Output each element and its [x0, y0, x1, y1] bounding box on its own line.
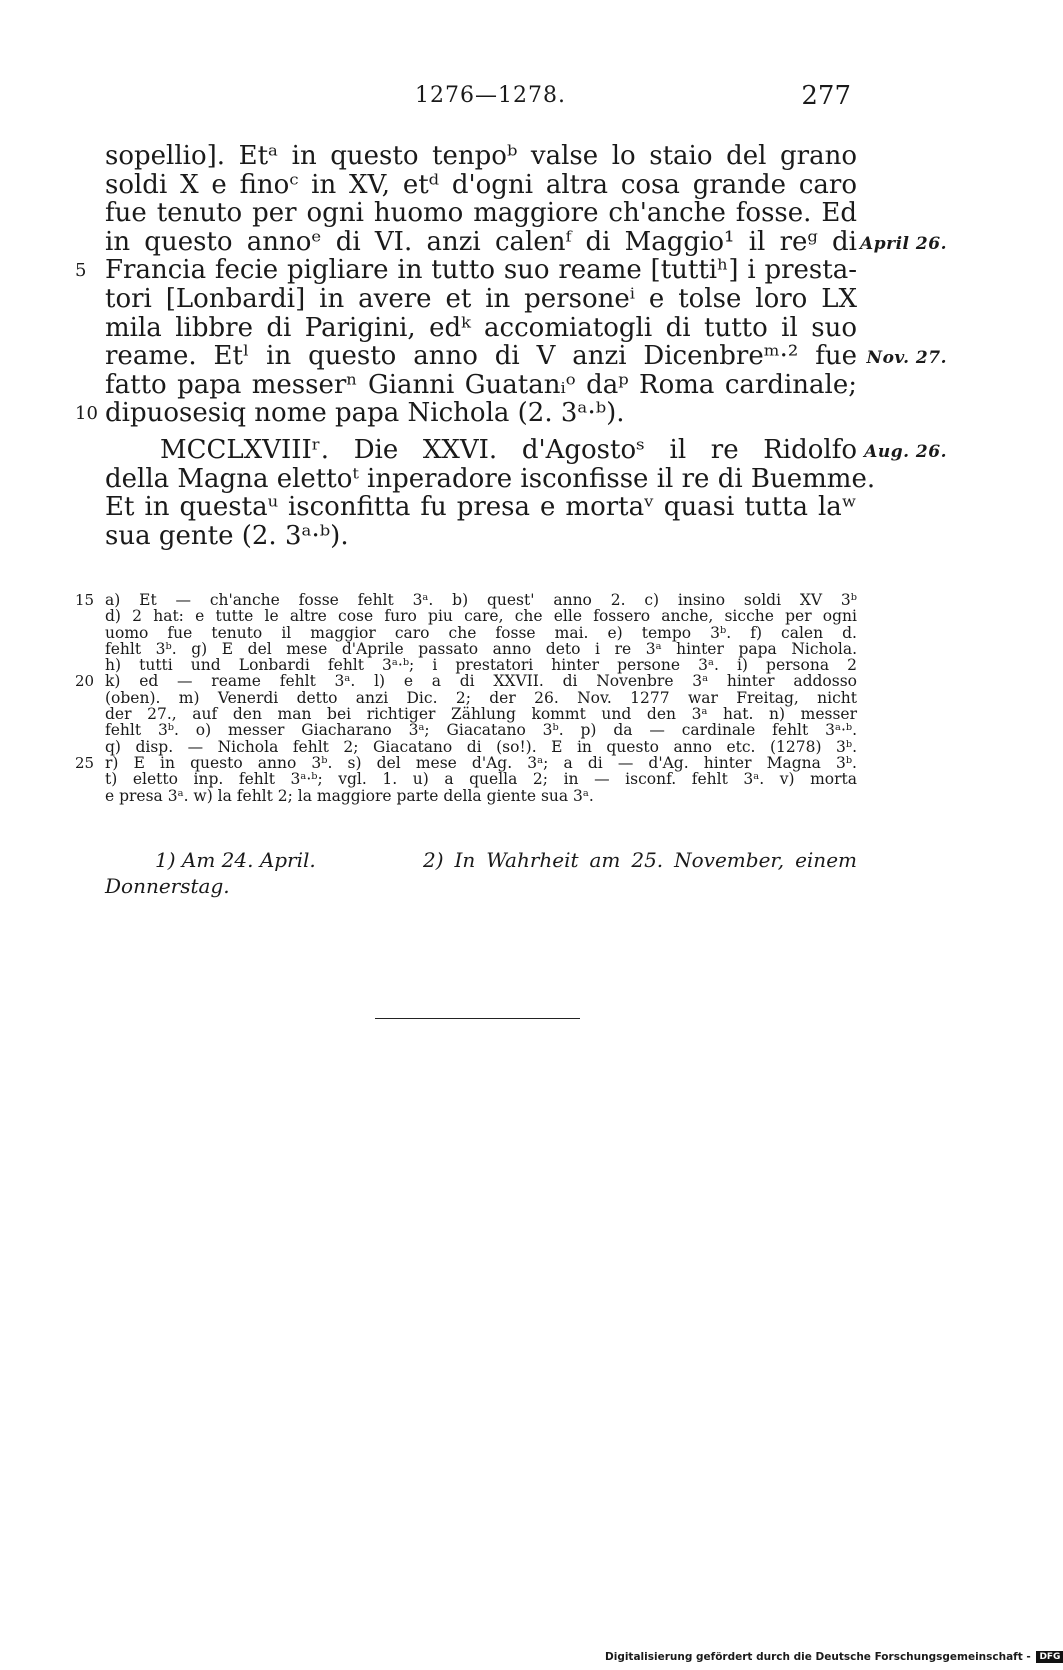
- dfg-logo: DFG: [1036, 1651, 1063, 1663]
- page-header: [105, 83, 857, 117]
- text-line: [105, 171, 857, 200]
- apparatus-line: [105, 739, 857, 755]
- apparatus-text: q) disp. — Nichola fehlt 2; Giacatano di (so!). E in questo anno etc. (1278) 3ᵇ.: [105, 737, 857, 756]
- apparatus-text: a) Et — ch'anche fosse fehlt 3ᵃ. b) quest' anno 2. c) insino soldi XV 3ᵇ: [105, 591, 857, 609]
- text-line: [105, 285, 857, 314]
- line-text: reame. Etˡ in questo anno di V anzi Dicenbreᵐ·² fue: [105, 341, 857, 372]
- apparatus-text: der 27., auf den man bei richtiger Zählung kommt und den 3ᵃ hat. n) messer: [105, 705, 857, 724]
- line-text: fatto papa messerⁿ Gianni Guatanᵢᵒ daᵖ Roma cardinale;: [105, 369, 857, 400]
- critical-apparatus: [75, 591, 857, 805]
- apparatus-line: [105, 641, 857, 657]
- apparatus-text: (oben). m) Venerdi detto anzi Dic. 2; der 26. Nov. 1277 war Freitag, nicht: [105, 688, 857, 707]
- line-text: soldi X e finoᶜ in XV, etᵈ d'ogni altra cosa grande caro: [105, 169, 857, 200]
- text-line: [105, 142, 857, 171]
- apparatus-text: fehlt 3ᵇ. o) messer Giacharano 3ᵃ; Giacatano 3ᵇ. p) da — cardinale fehlt 3ᵃ·ᵇ.: [105, 721, 857, 740]
- line-text: MCCLXVIIIʳ. Die XXVI. d'Agostoˢ il re Ridolfo: [160, 434, 857, 465]
- apparatus-text: h) tutti und Lonbardi fehlt 3ᵃ·ᵇ; i prestatori hinter persone 3ᵃ. i) persona 2: [105, 656, 857, 675]
- apparatus-line: [105, 608, 857, 624]
- section-divider: [375, 1018, 580, 1019]
- text-line: [75, 255, 857, 286]
- apparatus-text: r) E in questo anno 3ᵇ. s) del mese d'Ag. 3ᵃ; a di — d'Ag. hinter Magna 3ᵇ.: [105, 753, 857, 772]
- apparatus-line: [105, 722, 857, 738]
- page-number: 277: [801, 81, 851, 111]
- line-text: Francia fecie pigliare in tutto suo reame [tuttiʰ] i presta-: [105, 255, 857, 286]
- line-text: in questo annoᵉ di VI. anzi calenᶠ di Maggio¹ il reᵍ di: [105, 226, 857, 257]
- apparatus-line: [105, 771, 857, 787]
- credit-text: Digitalisierung gefördert durch die Deutsche Forschungsgemeinschaft -: [605, 1651, 1031, 1663]
- apparatus-line: [105, 625, 857, 641]
- apparatus-text: k) ed — reame fehlt 3ᵃ. l) e a di XXVII. di Novenbre 3ᵃ hinter addosso: [105, 672, 857, 691]
- line-text: sopellio]. Etᵃ in questo tenpoᵇ valse lo staio del grano: [105, 141, 857, 171]
- line-text: dipuosesiq nome papa Nichola (2. 3ᵃ·ᵇ).: [105, 398, 625, 429]
- apparatus-line: [105, 788, 857, 804]
- text-line: [105, 314, 857, 343]
- text-line: [105, 522, 857, 551]
- line-number: 20: [75, 672, 95, 691]
- footnote-line: [105, 847, 857, 873]
- apparatus-text: e presa 3ᵃ. w) la fehlt 2; la maggiore parte della giente sua 3ᵃ.: [105, 786, 594, 805]
- footnotes: [105, 847, 857, 899]
- footnote-2: 2) In Wahrheit am 25. November, einem: [423, 848, 857, 872]
- line-number: 5: [75, 260, 87, 282]
- apparatus-line: [75, 753, 857, 772]
- text-line: [105, 371, 857, 400]
- line-text: mila libbre di Parigini, edᵏ accomiatogli di tutto il suo: [105, 312, 857, 343]
- footnote-line: [105, 873, 857, 899]
- apparatus-text: d) 2 hat: e tutte le altre cose furo piu care, che elle fossero anche, sicche per ogni: [105, 607, 857, 626]
- apparatus-line: [105, 657, 857, 673]
- text-line: [105, 493, 857, 522]
- margin-date: Aug. 26.: [864, 441, 947, 462]
- line-text: sua gente (2. 3ᵃ·ᵇ).: [105, 520, 349, 551]
- text-line: [105, 341, 947, 372]
- apparatus-line: [105, 690, 857, 706]
- text-line: [105, 226, 947, 257]
- margin-date: April 26.: [860, 233, 947, 254]
- line-text: fue tenuto per ogni huomo maggiore ch'anche fosse. Ed: [105, 198, 857, 229]
- apparatus-text: fehlt 3ᵇ. g) E del mese d'Aprile passato anno deto i re 3ᵃ hinter papa Nichola.: [105, 639, 857, 658]
- line-number: 10: [75, 403, 98, 425]
- text-line: [105, 199, 857, 228]
- text-line: [105, 463, 876, 494]
- apparatus-line: [75, 672, 857, 691]
- line-number: 15: [75, 591, 95, 609]
- footnote-2-continuation: Donnerstag.: [105, 874, 230, 898]
- line-text: tori [Lonbardi] in avere et in personeⁱ e tolse loro LX: [105, 283, 857, 314]
- apparatus-line: [105, 706, 857, 722]
- apparatus-text: t) eletto inp. fehlt 3ᵃ·ᵇ; vgl. 1. u) a quella 2; in — isconf. fehlt 3ᵃ. v) morta: [105, 770, 857, 789]
- text-line: [75, 398, 857, 429]
- main-text: [75, 141, 947, 551]
- apparatus-line: [75, 591, 857, 609]
- text-line: [105, 434, 947, 465]
- footnote-1: 1) Am 24. April.: [155, 848, 316, 872]
- margin-date: Nov. 27.: [866, 348, 947, 369]
- digitization-credit: [605, 1651, 1063, 1663]
- line-text: Et in questaᵘ isconfitta fu presa e mortaᵛ quasi tutta laʷ: [105, 492, 857, 523]
- apparatus-text: uomo fue tenuto il maggior caro che fosse mai. e) tempo 3ᵇ. f) calen d.: [105, 623, 857, 642]
- header-year-range: 1276—1278.: [415, 83, 566, 108]
- line-text: della Magna elettoᵗ inperadore isconfisse il re di Buemme.: [105, 463, 876, 494]
- line-number: 25: [75, 753, 95, 772]
